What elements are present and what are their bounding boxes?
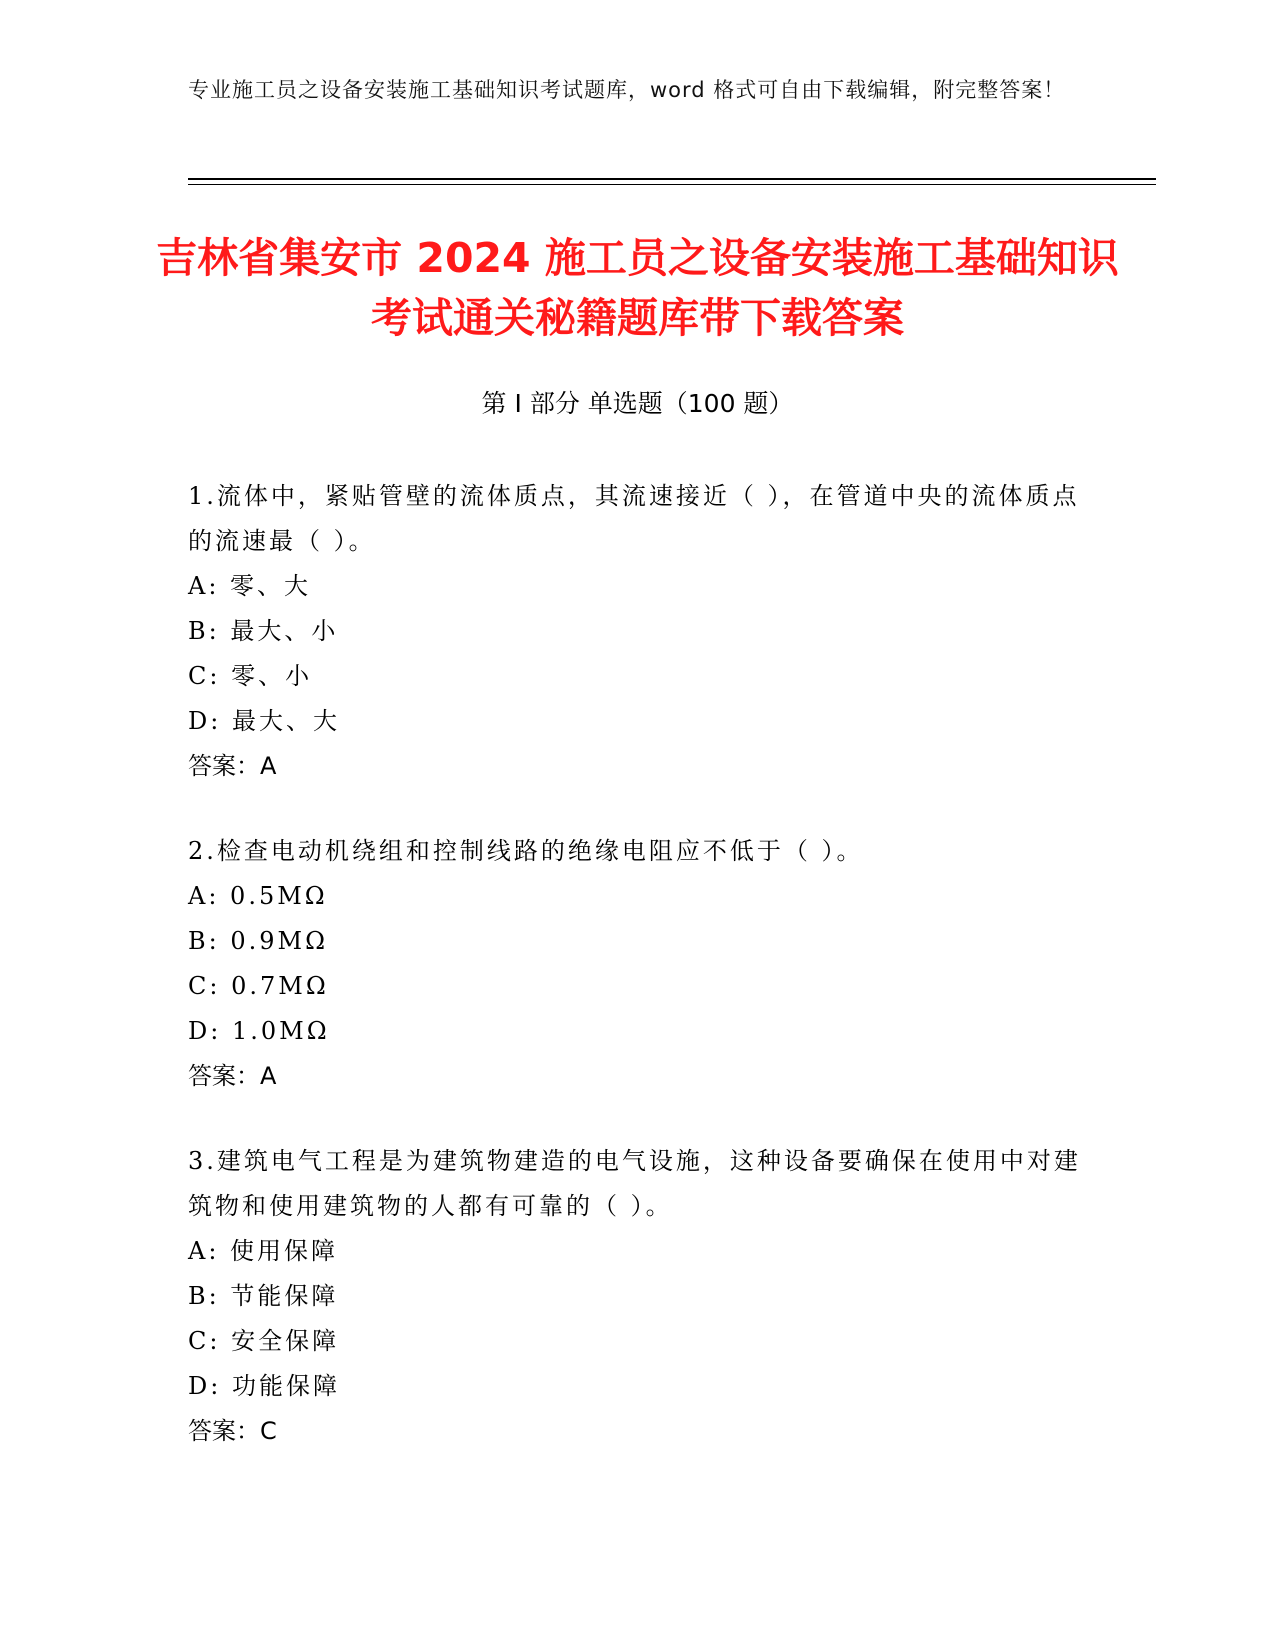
question-list bbox=[188, 474, 1088, 1494]
question-2 bbox=[188, 829, 1088, 1099]
answer-line: 答案：C bbox=[188, 1417, 277, 1445]
section-heading: 第 I 部分 单选题（100 题） bbox=[481, 389, 794, 418]
option-c: C: 安全保障 bbox=[188, 1327, 340, 1355]
question-3 bbox=[188, 1139, 1088, 1454]
option-d: D: 功能保障 bbox=[188, 1372, 340, 1400]
question-stem: 2.检查电动机绕组和控制线路的绝缘电阻应不低于（ ）。 bbox=[188, 837, 864, 865]
option-a: A: 零、大 bbox=[188, 572, 312, 600]
header-divider-thin bbox=[188, 184, 1156, 185]
header-divider-thick bbox=[188, 178, 1156, 180]
option-d: D: 最大、大 bbox=[188, 707, 340, 735]
question-stem: 3.建筑电气工程是为建筑物建造的电气设施，这种设备要确保在使用中对建筑物和使用建筑物的人都有可靠的（ ）。 bbox=[188, 1147, 1081, 1220]
option-a: A: 使用保障 bbox=[188, 1237, 339, 1265]
answer-line: 答案：A bbox=[188, 752, 277, 780]
question-stem: 1.流体中，紧贴管壁的流体质点，其流速接近（ ），在管道中央的流体质点的流速最（ ）。 bbox=[188, 482, 1080, 555]
document-title: 吉林省集安市 2024 施工员之设备安装施工基础知识考试通关秘籍题库带下载答案 bbox=[156, 234, 1119, 342]
option-b: B: 节能保障 bbox=[188, 1282, 339, 1310]
question-1 bbox=[188, 474, 1088, 789]
option-b: B: 最大、小 bbox=[188, 617, 339, 645]
option-c: C: 零、小 bbox=[188, 662, 313, 690]
option-d: D: 1.0MΩ bbox=[188, 1017, 330, 1045]
option-b: B: 0.9MΩ bbox=[188, 927, 328, 955]
header-note: 专业施工员之设备安装施工基础知识考试题库，word 格式可自由下载编辑，附完整答案！ bbox=[188, 78, 1066, 102]
answer-line: 答案：A bbox=[188, 1062, 277, 1090]
option-c: C: 0.7MΩ bbox=[188, 972, 329, 1000]
option-a: A: 0.5MΩ bbox=[188, 882, 328, 910]
